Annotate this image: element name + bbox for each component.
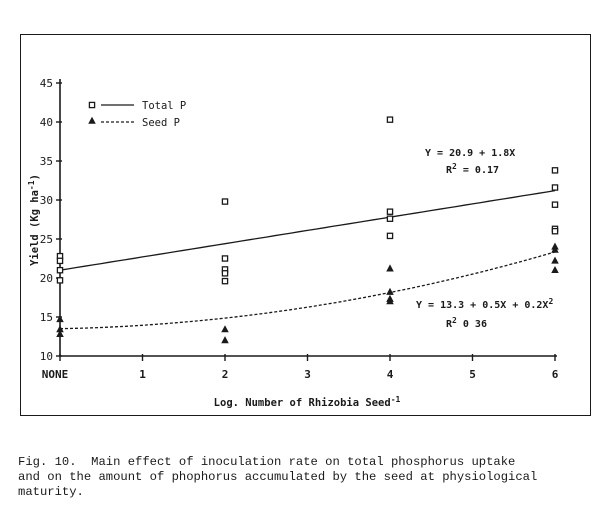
figure-caption (18, 455, 603, 500)
text-part: Yield (Kg ha (29, 190, 41, 266)
superscript: -1 (27, 180, 36, 191)
text-part: R (446, 165, 453, 176)
caption-line: maturity. (18, 485, 84, 499)
y-tick-label: 35 (39, 155, 53, 168)
text-part: R (446, 319, 453, 330)
total-p-fit-line (60, 191, 555, 271)
total-p-point (222, 271, 227, 276)
y-tick-label: 15 (39, 311, 53, 324)
total-p-point (57, 258, 62, 263)
y-axis-label (27, 174, 41, 266)
legend-total-p-label: Total P (142, 100, 187, 112)
total-p-r-squared (446, 162, 499, 176)
x-tick-label: 4 (386, 368, 394, 381)
y-tick-label: 10 (39, 350, 53, 363)
total-p-point (57, 278, 62, 283)
legend-seed-p-label: Seed P (142, 117, 180, 129)
total-p-point (387, 216, 392, 221)
total-p-point (387, 209, 392, 214)
total-p-point (57, 268, 62, 273)
x-axis-label (214, 395, 401, 409)
superscript: 2 (452, 162, 457, 171)
seed-p-equation (416, 297, 553, 311)
axis-labels (27, 174, 401, 409)
superscript: -1 (390, 395, 401, 404)
total-p-point (222, 199, 227, 204)
legend (89, 100, 186, 129)
x-tick-label: 1 (139, 368, 146, 381)
seed-p-r-squared (446, 316, 487, 330)
total-p-point (387, 233, 392, 238)
x-tick-label: NONE (41, 368, 69, 381)
seed-p-point (552, 267, 558, 273)
y-tick-label: 25 (39, 233, 53, 246)
seed-p-point (387, 265, 393, 271)
text-part: 0 36 (456, 319, 487, 330)
total-p-point (552, 229, 557, 234)
x-tick-label: 5 (469, 368, 476, 381)
seed-p-point (222, 337, 228, 343)
fit-equations (416, 148, 553, 330)
x-tick-label: 3 (304, 368, 311, 381)
total-p-point (552, 185, 557, 190)
text-part: = 0.17 (456, 165, 500, 176)
text-part: ) (29, 174, 41, 181)
total-p-point (552, 168, 557, 173)
seed-p-fit-line (60, 252, 555, 329)
legend-square-marker (89, 102, 94, 107)
x-tick-label: 2 (221, 368, 229, 381)
text-part: Log. Number of Rhizobia Seed (213, 397, 391, 409)
legend-triangle-marker (89, 118, 95, 124)
y-tick-label: 30 (39, 194, 53, 207)
x-tick-label: 6 (551, 368, 559, 381)
superscript: 2 (452, 316, 457, 325)
y-tick-label: 45 (39, 77, 53, 90)
y-tick-label: 40 (39, 116, 53, 129)
total-p-point (222, 279, 227, 284)
caption-line: and on the amount of phophorus accumulated by the seed at physiological (18, 470, 538, 484)
seed-p-point (387, 289, 393, 295)
total-p-point (552, 202, 557, 207)
total-p-equation: Y = 20.9 + 1.8X (425, 148, 516, 159)
seed-p-point (552, 257, 558, 263)
caption-line: Fig. 10. Main effect of inoculation rate on total phosphorus uptake (18, 455, 516, 469)
superscript: 2 (548, 297, 554, 306)
seed-p-point (222, 326, 228, 332)
y-tick-label: 20 (39, 272, 53, 285)
text-part: Y = 13.3 + 0.5X + 0.2X (416, 300, 549, 311)
total-p-point (222, 256, 227, 261)
total-p-point (387, 117, 392, 122)
